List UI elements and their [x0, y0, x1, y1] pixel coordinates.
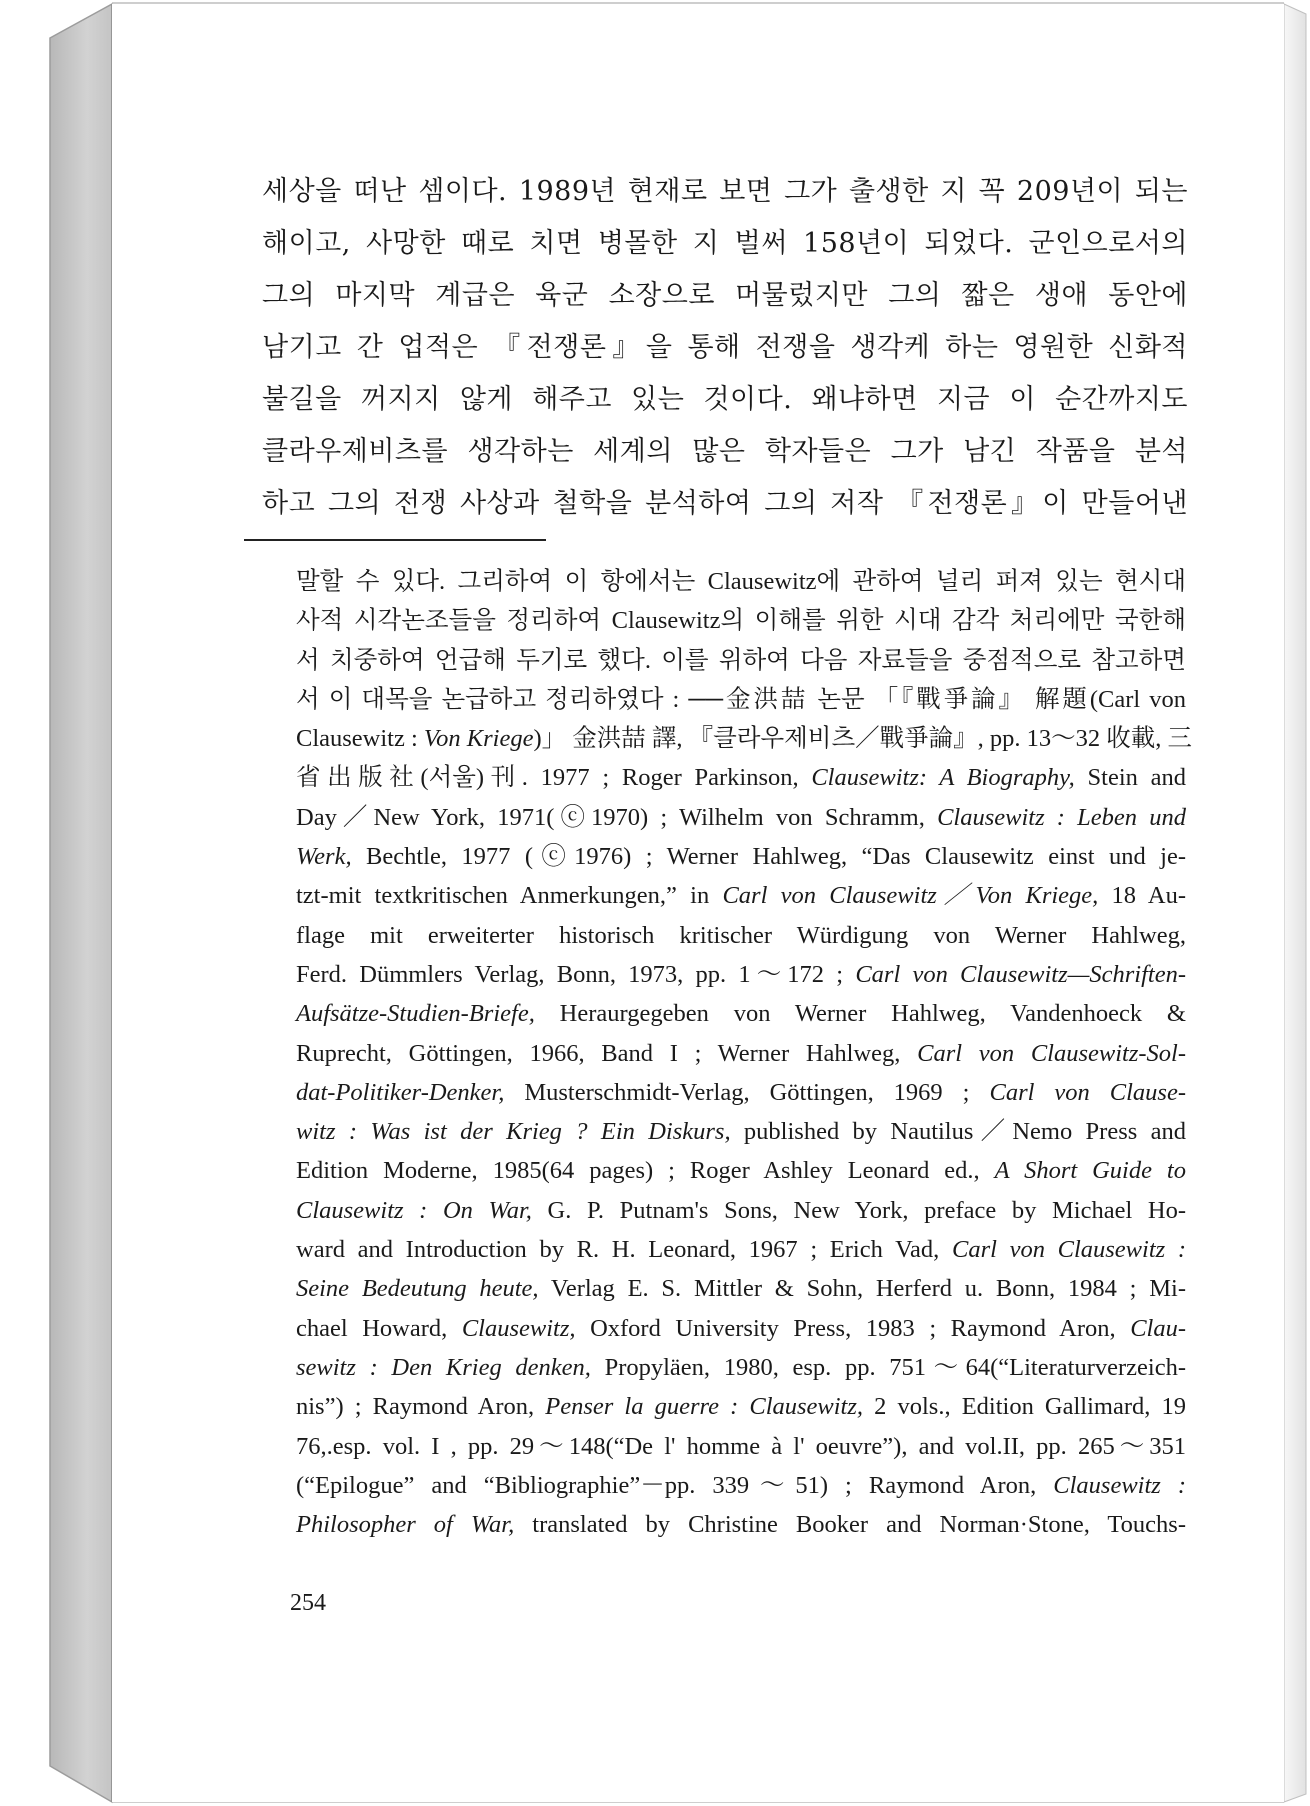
footnote-italic-text: Carl von Clause- [989, 1078, 1186, 1106]
footnote-italic-text: Carl von Clausewitz : [951, 1236, 1186, 1264]
footnote-italic-text: Clausewitz, [461, 1314, 576, 1342]
footnote-text: 서 치중하여 언급해 두기로 했다. 이를 위하여 다음 자료들을 중점적으로 참고하면 [296, 646, 1186, 674]
footnote-text: Musterschmidt-Verlag, Göttingen, 1969 ; [504, 1078, 990, 1106]
footnote-text: nis”) ; Raymond Aron, [296, 1393, 546, 1421]
footnote-text: Heraurgegeben von Werner Hahlweg, Vandenhoeck & [534, 1000, 1186, 1028]
footnote-italic-text: Penser la guerre : Clausewitz, [545, 1393, 864, 1421]
footnote-line [296, 1073, 1186, 1112]
footnote-italic-text: Carl von Clausewitz／Von Kriege, [722, 882, 1099, 910]
footnote-text: (“Epilogue” and “Bibliographie”－pp. 339～51) ; Raymond Aron, [296, 1471, 1054, 1499]
footnote-text: Day／New York, 1971(ⓒ1970) ; Wilhelm von Schramm, [296, 803, 938, 831]
footnote-line [296, 798, 1186, 837]
footnote-italic-text: Clausewitz : [1053, 1471, 1186, 1499]
footnote-line [296, 680, 1186, 719]
page-number: 254 [290, 1590, 326, 1616]
footnote-text: published by Nautilus／Nemo Press and [730, 1118, 1186, 1146]
footnote-italic-text: Clausewitz: A Biography, [811, 764, 1075, 792]
footnote-line [296, 994, 1186, 1033]
footnote-italic-text: Clausewitz : Leben und [937, 803, 1186, 831]
body-line: 하고 그의 전쟁 사상과 철학을 분석하여 그의 저작 『전쟁론』이 만들어낸 [262, 488, 1188, 519]
footnote-line [296, 719, 1193, 758]
footnote-line [296, 916, 1186, 955]
footnote-text: chael Howard, [296, 1314, 462, 1342]
footnote-italic-text: Clausewitz : On War, [296, 1196, 532, 1224]
footnote-line [296, 1309, 1186, 1348]
footnote-text: ward and Introduction by R. H. Leonard, 1967 ; Erich Vad, [296, 1236, 952, 1264]
footnote-text: G. P. Putnam's Sons, New York, preface by Michael Ho- [531, 1196, 1186, 1224]
footnote-line [296, 641, 1186, 680]
body-paragraph [262, 166, 1188, 530]
footnote-text: 省出版社(서울)刊. 1977 ; Roger Parkinson, [296, 764, 812, 792]
body-line: 클라우제비츠를 생각하는 세계의 많은 학자들은 그가 남긴 작품을 분석 [262, 436, 1188, 467]
footnote-line [296, 1112, 1186, 1151]
footnote-line [296, 1230, 1186, 1269]
footnote-italic-text: Aufsätze-Studien-Briefe, [296, 1000, 535, 1028]
footnote-text: Bechtle, 1977 (ⓒ1976) ; Werner Hahlweg, “Das Clausewitz einst und je- [351, 843, 1186, 871]
footnote-line [296, 758, 1186, 797]
footnote-line [296, 562, 1186, 601]
footnote-text: Clausewitz : [296, 725, 424, 753]
footnote-text: Propyläen, 1980, esp. pp. 751～64(“Literaturverzeich- [590, 1353, 1186, 1381]
footnote-line [296, 1466, 1186, 1505]
footnote-line [296, 1034, 1186, 1073]
footnote-text: 2 vols., Edition Gallimard, 19 [863, 1393, 1186, 1421]
footnote-text: 18 Au- [1098, 882, 1187, 910]
footnote-text: translated by Christine Booker and Norman·Stone, Touchs- [514, 1511, 1186, 1539]
footnote-italic-text: Seine Bedeutung heute, [296, 1275, 539, 1303]
footnote-italic-text: Carl von Clausewitz—Schriften- [855, 960, 1186, 988]
footnote-italic-text: Philosopher of War, [296, 1511, 515, 1539]
footnote-italic-text: Werk, [296, 843, 352, 871]
footnote-text: flage mit erweiterter historisch kritischer Würdigung von Werner Hahlweg, [296, 921, 1186, 949]
footnote-text: Stein and [1074, 764, 1186, 792]
book-page [112, 4, 1284, 1802]
footnote-italic-text: Clau- [1130, 1314, 1187, 1342]
footnote-italic-text: dat-Politiker-Denker, [296, 1078, 505, 1106]
footnote-line [296, 1505, 1186, 1544]
footnote-italic-text: witz : Was ist der Krieg ? Ein Diskurs, [296, 1118, 731, 1146]
footnote-text: tzt-mit textkritischen Anmerkungen,” in [296, 882, 723, 910]
footnote-text: Edition Moderne, 1985(64 pages) ; Roger Ashley Leonard ed., [296, 1157, 995, 1185]
footnote-italic-text: A Short Guide to [994, 1157, 1186, 1185]
footnote-text: 사적 시각논조들을 정리하여 Clausewitz의 이해를 위한 시대 감각 처리에만 국한해 [296, 607, 1186, 635]
footnote-line [296, 1191, 1186, 1230]
footnote-italic-text: Carl von Clausewitz-Sol- [917, 1039, 1186, 1067]
footnote-text: Oxford University Press, 1983 ; Raymond Aron, [575, 1314, 1131, 1342]
footnote-text: 76,.esp. vol. I , pp. 29～148(“De l' homme à l' oeuvre”), and vol.II, pp. 265～351 [296, 1432, 1186, 1460]
footnote-line [296, 876, 1186, 915]
footnote-line [296, 1427, 1186, 1466]
footnote-line [296, 1348, 1186, 1387]
body-line: 남기고 간 업적은 『전쟁론』을 통해 전쟁을 생각케 하는 영원한 신화적 [262, 332, 1188, 363]
footnote-italic-text: sewitz : Den Krieg denken, [296, 1353, 591, 1381]
footnote-text: 서 이 대목을 논급하고 정리하였다 : ──金洪喆 논문 「『戰爭論』 解題(Carl von [296, 685, 1186, 713]
footnote-line [296, 601, 1186, 640]
footnote-text: )」 金洪喆 譯, 『클라우제비츠／戰爭論』, pp. 13～32 收載, 三 [533, 725, 1193, 753]
page-edge [1284, 4, 1306, 1802]
footnote-text: 말할 수 있다. 그리하여 이 항에서는 Clausewitz에 관하여 널리 퍼져 있는 현시대 [296, 568, 1186, 595]
footnote-line [296, 1387, 1186, 1426]
footnote-block [296, 562, 1193, 1544]
footnote-italic-text: Von Kriege [423, 725, 534, 753]
spine-face [50, 4, 112, 1802]
body-line: 세상을 떠난 셈이다. 1989년 현재로 보면 그가 출생한 지 꼭 209년이 되는 [262, 176, 1188, 207]
footnote-text: Ferd. Dümmlers Verlag, Bonn, 1973, pp. 1～172 ; [296, 960, 856, 988]
footnote-line [296, 837, 1186, 876]
footnote-text: Ruprecht, Göttingen, 1966, Band I ; Werner Hahlweg, [296, 1039, 918, 1067]
footnote-line [296, 1151, 1186, 1190]
footnote-line [296, 955, 1186, 994]
footnote-separator [244, 539, 546, 541]
body-line: 불길을 꺼지지 않게 해주고 있는 것이다. 왜냐하면 지금 이 순간까지도 [262, 384, 1188, 415]
body-line: 해이고, 사망한 때로 치면 병몰한 지 벌써 158년이 되었다. 군인으로서의 [262, 228, 1188, 259]
footnote-line [296, 1269, 1186, 1308]
footnote-text: Verlag E. S. Mittler & Sohn, Herferd u. Bonn, 1984 ; Mi- [538, 1275, 1186, 1303]
body-line: 그의 마지막 계급은 육군 소장으로 머물렀지만 그의 짧은 생애 동안에 [262, 280, 1188, 311]
